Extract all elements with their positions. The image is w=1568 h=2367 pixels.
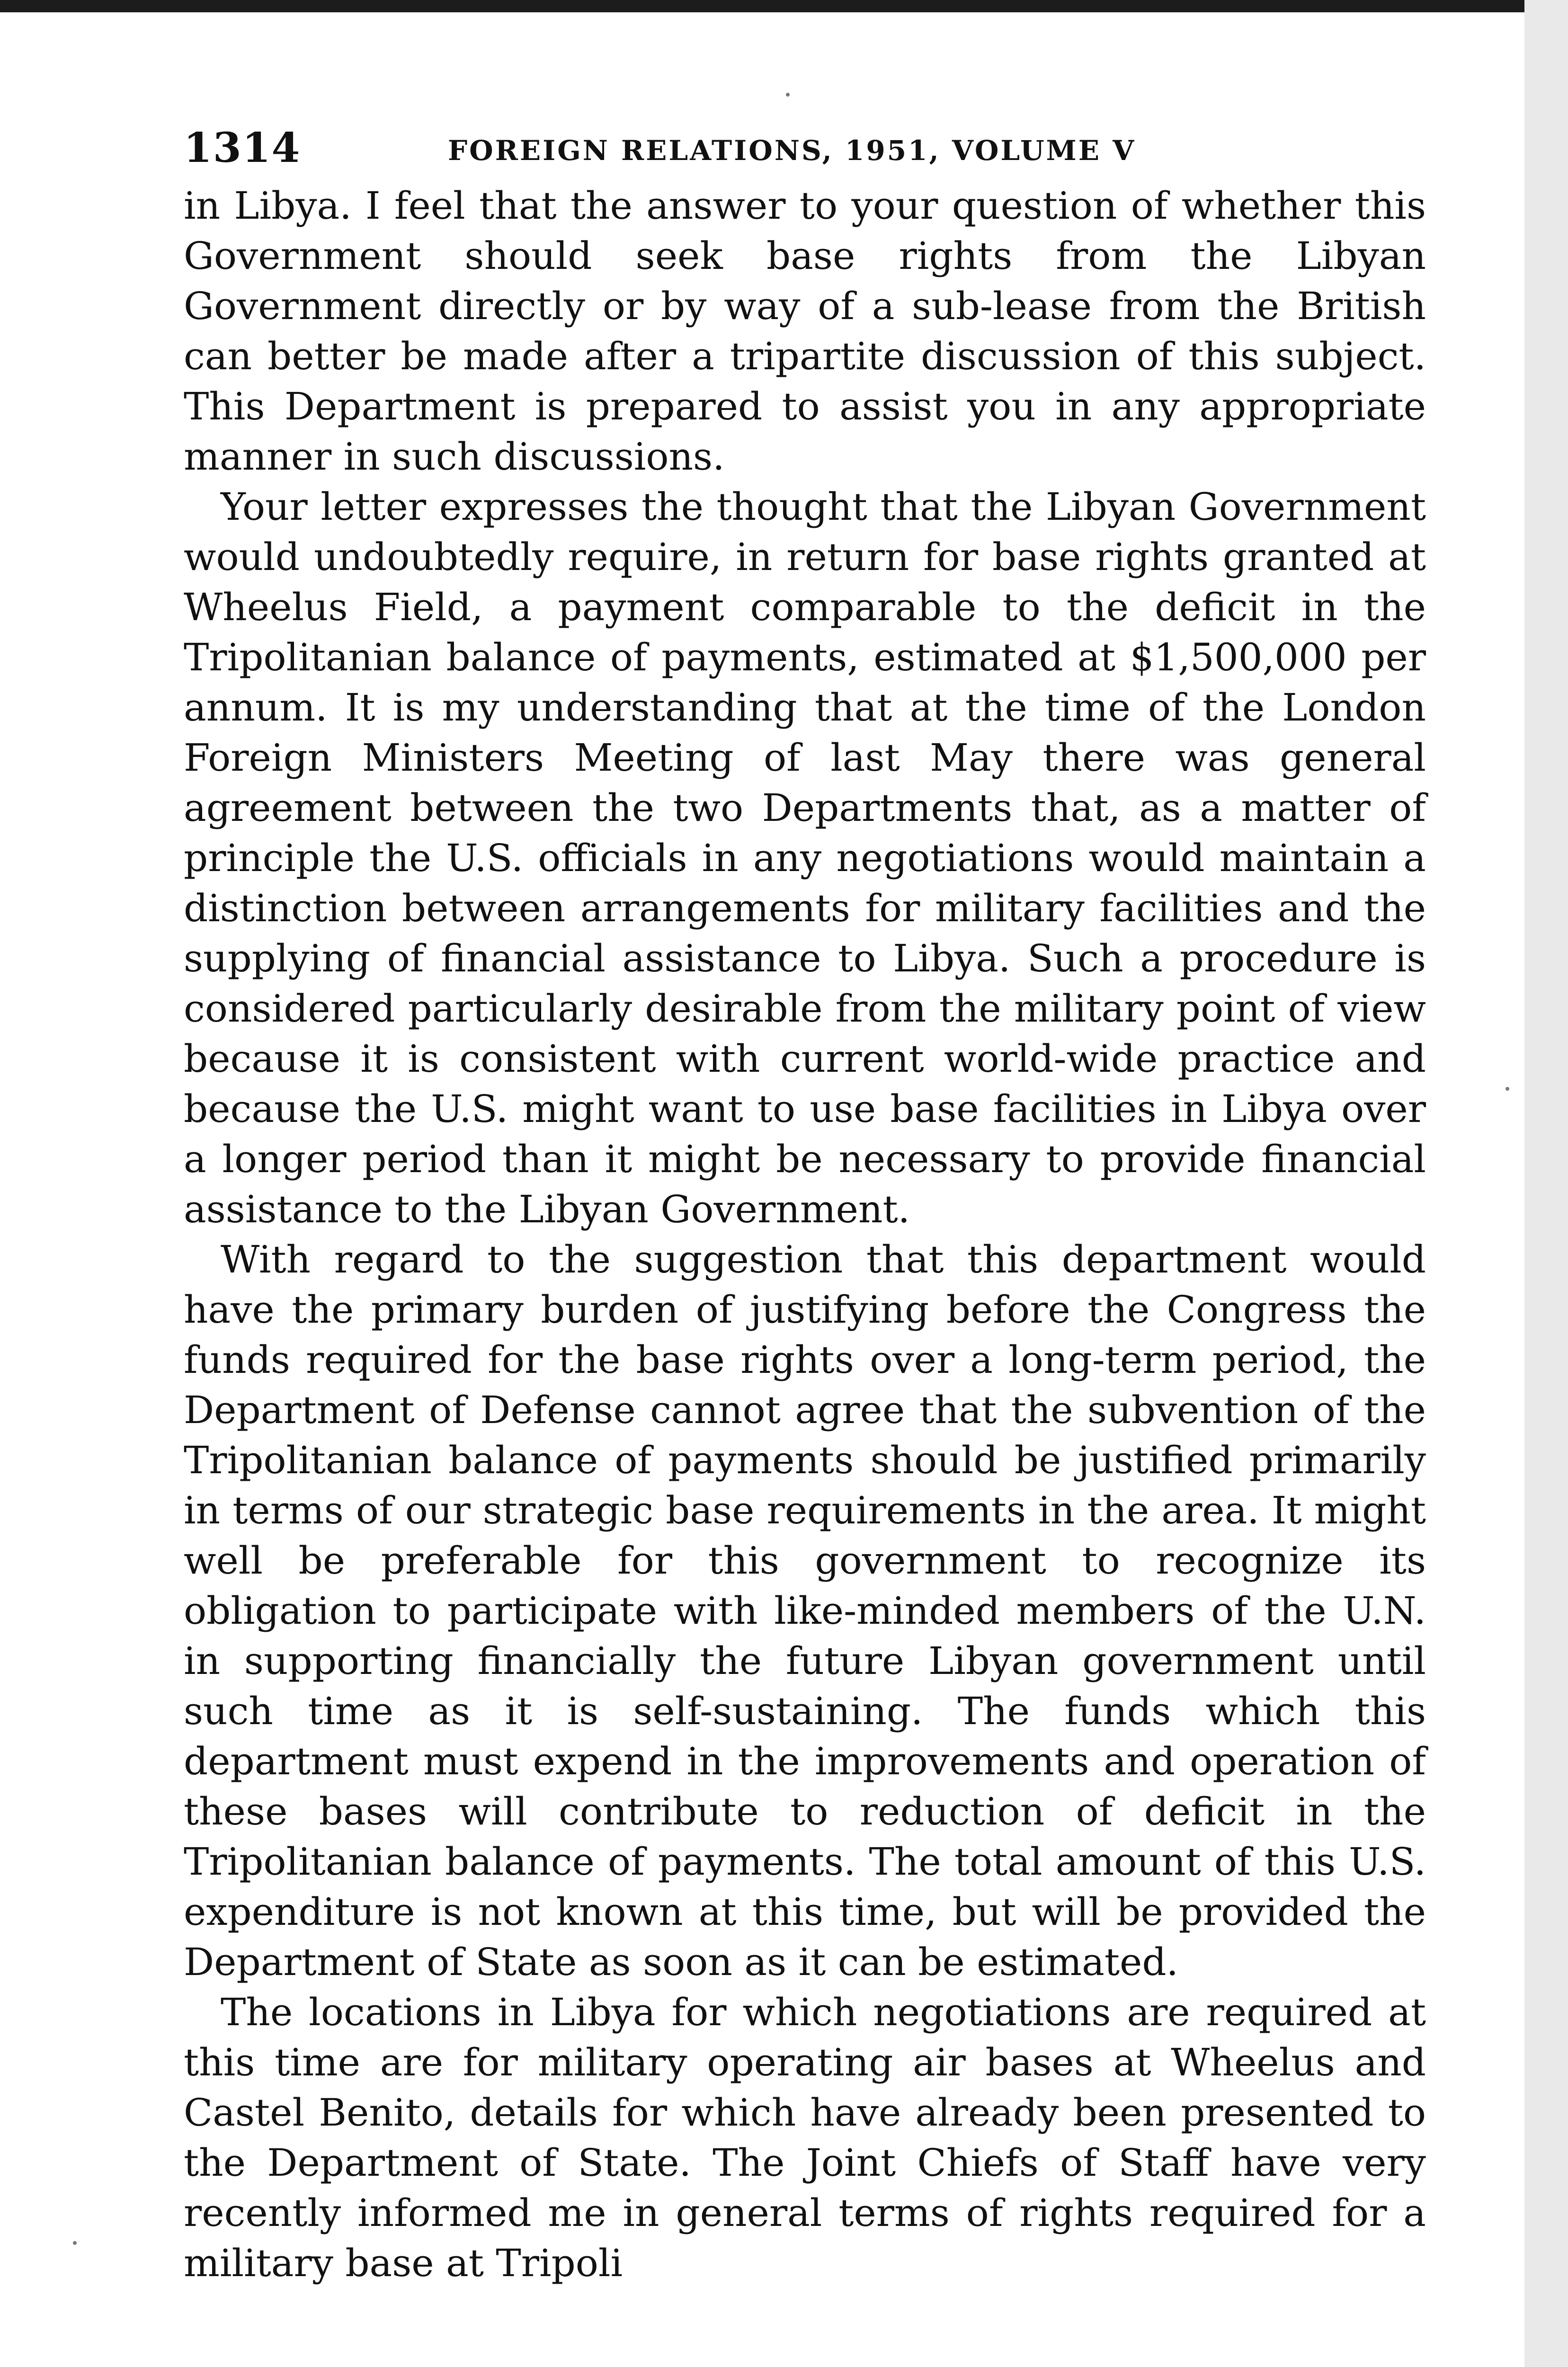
scan-speck xyxy=(73,2241,77,2245)
paragraph-3: With regard to the suggestion that this department would have the primary burden of justifying before the Congress the funds required for the base rights over a long-term period, the Department of Defense cannot agree that the subvention of the Tripolitanian balance of payments should be justified primarily in terms of our strategic base requirements in the area. It might well be preferable for this government to recognize its obligation to participate with like-minded members of the U.N. in supporting financially the future Libyan government until such time as it is self-sustaining. The funds which this department must expend in the improvements and operation of these bases will contribute to reduction of deficit in the Tripolitanian balance of payments. The total amount of this U.S. expenditure is not known at this time, but will be provided the Department of State as soon as it can be estimated. xyxy=(184,1237,1426,1984)
paragraph-1: in Libya. I feel that the answer to your question of whether this Government should seek base rights from the Libyan Government directly or by way of a sub-lease from the British can better be made after a tripartite discussion of this subject. This Department is prepared to assist you in any appropriate manner in such discussions. xyxy=(184,184,1426,479)
scan-right-edge xyxy=(1524,0,1568,2367)
paragraph-4: The locations in Libya for which negotiations are required at this time are for military operating air bases at Wheelus and Castel Benito, details for which have already been presented to the Department of State. The Joint Chiefs of Staff have very recently informed me in general terms of rights required for a military base at Tripoli xyxy=(184,1990,1426,2285)
scan-speck xyxy=(1506,1087,1509,1091)
page-header xyxy=(184,110,1426,181)
scan-top-edge xyxy=(0,0,1568,12)
running-head: FOREIGN RELATIONS, 1951, VOLUME V xyxy=(448,134,1136,167)
page-number: 1314 xyxy=(184,124,301,172)
document-page xyxy=(184,110,1426,2288)
scan-speck xyxy=(786,93,790,97)
paragraph-2: Your letter expresses the thought that the Libyan Government would undoubtedly require, in return for base rights granted at Wheelus Field, a payment comparable to the deficit in the Tripolitanian balance of payments, estimated at $1,500,000 per annum. It is my understanding that at the time of the London Foreign Ministers Meeting of last May there was general agreement between the two Departments that, as a matter of principle the U.S. officials in any negotiations would maintain a distinction between arrangements for military facilities and the supplying of financial assistance to Libya. Such a procedure is considered particularly desirable from the military point of view because it is consistent with current world-wide practice and because the U.S. might want to use base facilities in Libya over a longer period than it might be necessary to provide financial assistance to the Libyan Government. xyxy=(184,485,1426,1231)
